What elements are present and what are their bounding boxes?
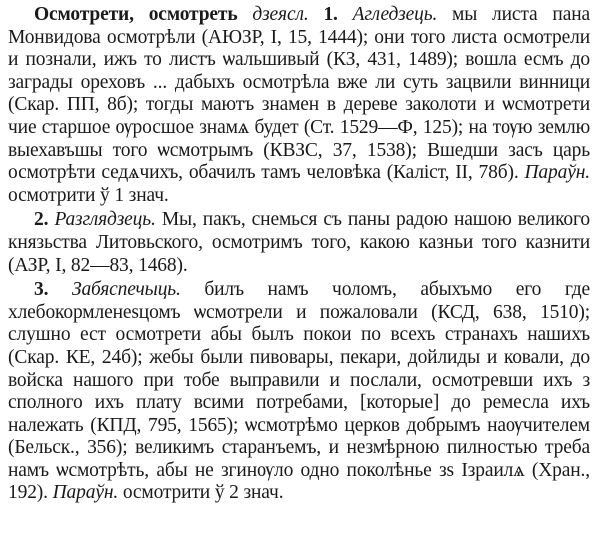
sense-number: 1. bbox=[323, 4, 338, 25]
sense-number: 2. bbox=[34, 209, 49, 231]
part-of-speech: дзеясл. bbox=[252, 4, 309, 25]
sense-text: Мы, пакъ, снемься съ паны радою нашою великого князьства Литовьского, осмотримъ того, какою казньи того казнити (АЗР, I, 82—83, 1468). bbox=[8, 209, 595, 276]
sense-text: мы листа пана Монвидова осмотрѣли (АЮЗР, I, 15, 1444); они того листа осмотрели и познали, ижъ то листъ ѡальшивый (КЗ, 431, 1489); вошла есмъ до заграды ореховъ ... дабыхъ осмотрѣла вже ли суть зацвили винници (Скар. ПП, 8б); тогды маютъ знамен в дереве заколоти и ѡсмотрети чие старшое ѹросшое знамѧ будет (Ст. 1529—Ф, 125); на тѹю землю выехавъшы того ѡсмотрымъ (КВЗС, 37, 1538); Вшедши засъ царь осмотрѣти седѧчихъ, обачилъ тамъ человѣка (Каліст, II, 78б). bbox=[8, 4, 595, 184]
headword: Осмотрети, осмотреть bbox=[34, 4, 238, 25]
sense-gloss: Разглядзець. bbox=[54, 209, 156, 231]
sense-gloss: Агледзець. bbox=[352, 4, 438, 25]
cross-ref-text: осмотрити ў 1 знач. bbox=[8, 162, 595, 206]
cross-ref-label: Параўн. bbox=[52, 482, 119, 504]
dictionary-entry bbox=[8, 4, 595, 507]
cross-ref-label: Параўн. bbox=[524, 162, 590, 184]
sense-gloss: Забяспечыць. bbox=[71, 279, 181, 301]
sense-2-paragraph bbox=[8, 209, 595, 277]
sense-1-paragraph bbox=[8, 4, 595, 207]
cross-ref-text: осмотрити ў 2 знач. bbox=[118, 482, 284, 504]
sense-number: 3. bbox=[34, 279, 49, 301]
sense-3-paragraph bbox=[8, 279, 595, 505]
sense-text: билъ намъ чоломъ, абыхъмо его где хлебокормленеѕцомъ ѡсмотрели и пожаловали (КСД, 638, 1510); слушно ест осмотрети абы былъ покои по всехъ странахъ нашихъ (Скар. КЕ, 24б); жебы были пивовары, пекари, дойлиды и ковали, до войска нашого при тобе выправили и послали, осмотревши ихъ з сполного ихъ плату всими потребами, [которые] до ремесла ихъ належать (КПД, 795, 1565); ѡсмотрѣмо церков добрымъ наѹчителем (Бельск., 356); великимъ старанъемъ, и незмѣрною пилностью треба намъ ѡсмотрѣть, абы не згинѹло одно поколѣнье зѕ Ізраилѧ (Хран., 192). bbox=[8, 279, 595, 504]
